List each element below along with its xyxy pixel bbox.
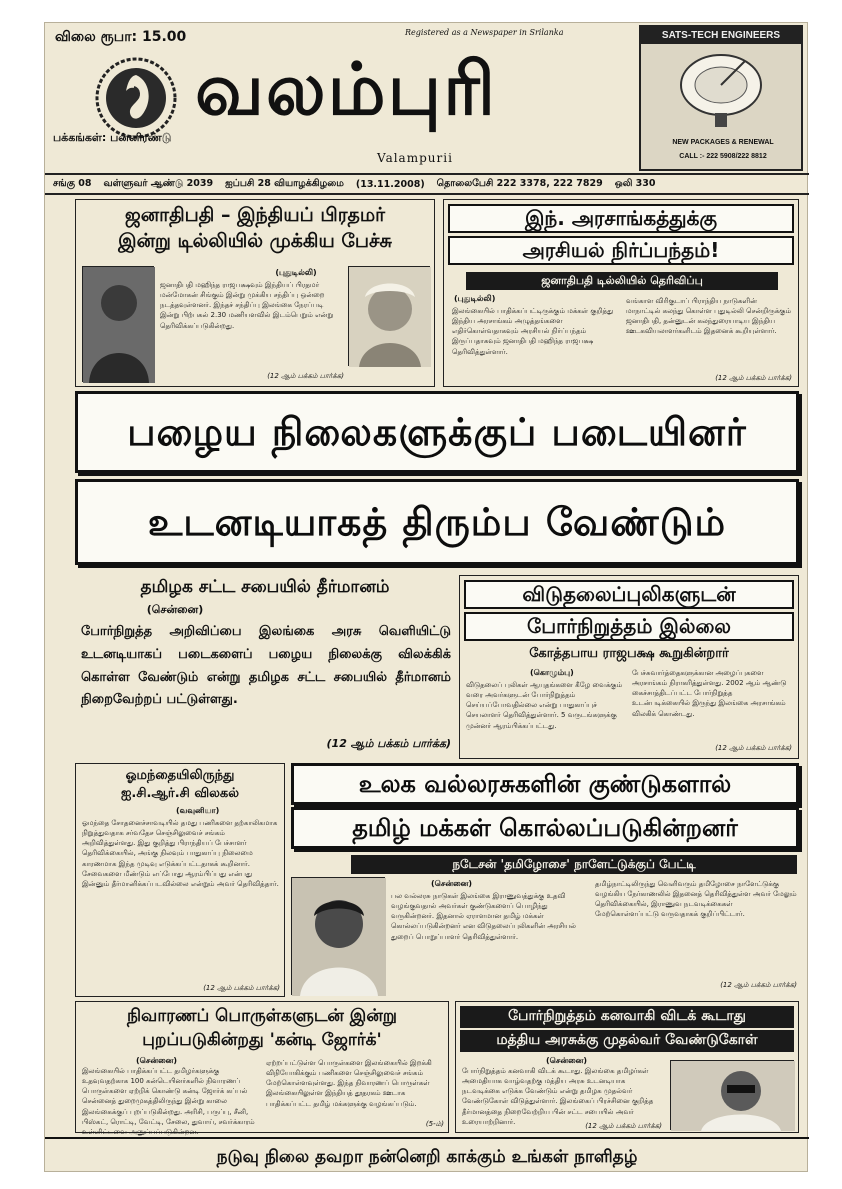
story2-headline-1: இந். அரசாங்கத்துக்கு — [448, 204, 794, 233]
story2-subheadline: ஜனாதிபதி டில்லியில் தெரிவிப்பு — [466, 272, 778, 290]
story1-body: ஜனாதிபதி மஹிந்த ராஜபக்ஷவும் இந்தியப் பிரதமர் மன்மோகன் சிங்கும் இன்று முக்கிய சந்திப்பு ஒன்றை நடத்தவுள்ளனர். இந்தச் சந்திப்பு இலங்கை நேரப்படி இன்று பிற்பகல் 2.30 மணியளவில் இடம்பெறும் என்று தெரிவிக்கப்படுகின்றது. — [160, 281, 334, 330]
story2-slug: (புதுடில்லி) — [454, 294, 496, 303]
story4-subheadline: கோத்தபாய ராஜபக்ஷ கூறுகின்றார் — [529, 646, 729, 661]
story1-slug: (புதுடில்லி) — [275, 268, 317, 277]
story4-continued: (12 ஆம் பக்கம் பார்க்க) — [715, 744, 792, 752]
story7-slug: (சென்னை) — [136, 1056, 178, 1065]
footer-slogan: நடுவு நிலை தவறா நன்னெறி காக்கும் உங்கள் நாளிதழ் — [45, 1137, 809, 1173]
masthead-english: Valampurii — [377, 151, 453, 165]
satellite-dish-icon — [671, 51, 771, 129]
story2-body-right: வங்காள விரிகுடாப் பிராந்திய நாடுகளின் மாநாட்டில் கலந்து கொள்ள புதுடில்லி சென்றிருக்கும் ஜனாதிபதி, தன்னுடன் கலந்துரையாடிய இந்திய ஊடகவியலாளர்களிடம் இதனைக் கூறியுள்ளார். — [626, 297, 792, 336]
portrait-icon — [292, 878, 386, 996]
story-no-ceasefire — [459, 575, 799, 759]
story-relief-ship — [75, 1001, 449, 1136]
banner-headline-1: பழைய நிலைகளுக்குப் படையினர் — [75, 391, 799, 473]
story5-body: ஓமந்தை சோதனைச்சாவடியில் தமது பணிகளை தற்காலிகமாக நிறுத்துவதாக சர்வதேச செஞ்சிலுவைச் சங்கம் அறிவித்துள்ளது. இது குறித்து பிராந்தியப் பேச்சாளர் தெரிவிக்கையில், அங்கு நிலவும் பாதுகாப்பு நிலைமை காரணமாக இந்த முடிவு எடுக்கப்பட்டதாகக் கூறினார். சேவைகளை மீண்டும் எப்போது ஆரம்பிப்பது என்பது இன்னும் தீர்மானிக்கப்படவில்லை என்றும் அவர் தெரிவித்தார். — [82, 819, 279, 888]
nadesan-photo — [291, 877, 385, 995]
volume-number: சங்கு 08 — [53, 178, 92, 189]
story2-continued: (12 ஆம் பக்கம் பார்க்க) — [715, 374, 792, 382]
story5-headline-1: ஓமந்தையிலிருந்து — [125, 768, 235, 783]
story8-continued: (12 ஆம் பக்கம் பார்க்க) — [585, 1122, 662, 1130]
story2-headline-2: அரசியல் நிர்ப்பந்தம்! — [448, 236, 794, 265]
story6-continued: (12 ஆம் பக்கம் பார்க்க) — [720, 981, 797, 989]
story4-body-right: பேச்சுவார்த்தைகளுக்கான அழைப்புகளை அரசாங்கம் நிராகரித்துள்ளது. 2002 ஆம் ஆண்டு கைச்சாத்திடப்பட்ட போர்நிறுத்த உடன்படிக்கையில் இருந்து இலங்கை அரசாங்கம் விலகிக் கொண்டது. — [632, 669, 787, 718]
masthead-title: வலம்புரி — [195, 46, 498, 131]
story6-subheadline: நடேசன் 'தமிழோசை' நாளேட்டுக்குப் பேட்டி — [351, 855, 797, 874]
story8-body: போர்நிறுத்தம் கனவாகி விடக் கூடாது. இலங்கை தமிழர்கள் அமைதியாக வாழ்வதற்கு மத்திய அரசு உடனடியாக நடவடிக்கை எடுக்க வேண்டும் என்று தமிழக முதல்வர் வேண்டுகோள் விடுத்துள்ளார். இலங்கைப் பிரச்சினை குறித்த தீர்மானத்தை நிறைவேற்றிய பின் சட்ட சபையில் அவர் உரையாற்றினார். — [462, 1067, 654, 1126]
story3-slug: (சென்னை) — [146, 603, 204, 616]
banner-headline-2: உடனடியாகத் திரும்ப வேண்டும் — [75, 479, 799, 565]
story7-body-left: இலங்கையில் பாதிக்கப்பட்ட தமிழர்களுக்கு உதவுவதற்காக 100 கன்டெயினர்களில் நிவாரணப் பொருள்களை ஏற்றிக் கொண்டு கன்டி ஜோர்க் கப்பல் சென்னைத் துறைமுகத்திலிருந்து இன்று காலை இலங்கைக்குப் புறப்படுகின்றது. அரிசி, பருப்பு, சீனி, பிஸ்கட், ரொட்டி, வேட்டி, சேலை, துவாய், சவர்க்காரம் உள்ளிட்டவை அனுப்பப்படுகின்றன. — [82, 1067, 255, 1136]
story7-headline-1: நிவாரணப் பொருள்களுடன் இன்று — [126, 1006, 398, 1026]
story1-headline-2: இன்று டில்லியில் முக்கிய பேச்சு — [118, 230, 392, 252]
story1-continued: (12 ஆம் பக்கம் பார்க்க) — [267, 372, 344, 380]
story8-headline-1: போர்நிறுத்தம் கனவாகி விடக் கூடாது — [460, 1006, 794, 1028]
portrait-icon — [671, 1061, 795, 1131]
story7-body-right: ஏற்றப்பட்டுள்ள பொருள்களை இலங்கையில் இறக்கி விநியோகிக்கும் பணிகளை செஞ்சிலுவைச் சங்கம் மேற்கொள்ளவுள்ளது. இந்த நிவாரணப் பொருள்கள் இலங்கையிலுள்ள இந்தியத் தூதரகம் ஊடாக பாதிக்கப்பட்ட தமிழ் மக்களுக்கு வழங்கப்படும். — [266, 1059, 432, 1108]
story4-headline-2: போர்நிறுத்தம் இல்லை — [464, 612, 794, 641]
president-photo — [82, 266, 154, 382]
ad-line-packages: NEW PACKAGES & RENEWAL — [672, 139, 774, 146]
story6-headline-2: தமிழ் மக்கள் கொல்லப்படுகின்றனர் — [291, 807, 799, 849]
portrait-icon — [83, 267, 155, 383]
story7-headline-2: புறப்படுகின்றது 'கன்டி ஜோர்க்' — [142, 1030, 382, 1050]
story3-headline: தமிழக சட்ட சபையில் தீர்மானம் — [140, 577, 390, 597]
story3-continued: (12 ஆம் பக்கம் பார்க்க) — [326, 737, 451, 750]
story8-slug: (சென்னை) — [546, 1056, 588, 1065]
chief-minister-photo — [670, 1060, 794, 1130]
story2-body-left: இலங்கையில் பாதிக்கப்பட்டிருக்கும் மக்கள் குறித்து இந்திய அரசாங்கம் அழுத்தங்களை எதிர்கொள்வதாகவும் அரசியல் நிர்ப்பந்தம் இருப்பதாகவும் ஜனாதிபதி மஹிந்த ராஜபக்ஷ தெரிவித்துள்ளார். — [452, 307, 614, 356]
phone-numbers: தொலைபேசி 222 3378, 222 7829 — [436, 178, 603, 189]
dateline-bar — [45, 173, 809, 195]
page-count-label: பக்கங்கள்: பன்னிரண்டு — [53, 131, 172, 144]
story-chief-minister-appeal — [455, 1001, 799, 1133]
story8-headline-2: மத்திய அரசுக்கு முதல்வர் வேண்டுகோள் — [460, 1030, 794, 1052]
story-political-pressure — [443, 199, 799, 387]
story-tamilnadu-assembly-resolution — [75, 575, 455, 759]
story4-headline-1: விடுதலைப்புலிகளுடன் — [464, 580, 794, 609]
tamil-year: வள்ளுவர் ஆண்டு 2039 — [103, 178, 214, 189]
story-tamil-people-killed — [291, 763, 799, 997]
story5-headline-2: ஐ.சி.ஆர்.சி விலகல் — [120, 786, 240, 801]
story6-body-right: தமிழ்நாட்டிலிருந்து வெளிவரும் தமிழோசை நாளேட்டுக்கு வழங்கிய நேர்காணலில் இதனைத் தெரிவித்துள்ள அவர் மேலும் தெரிவிக்கையில், இராணுவ நடவடிக்கைகள் மேற்கொள்ளப்பட்டு வருவதாகக் குறிப்பிட்டார். — [595, 880, 797, 919]
newspaper-front-page — [44, 22, 808, 1172]
story6-body-left: பல வல்லரசு நாடுகள் இலங்கை இராணுவத்துக்கு உதவி வழங்குவதால் அவர்கள் குண்டுகளைப் பொழிந்து வருகின்றனர். இதனால் ஏராளமான தமிழ் மக்கள் கொல்லப்படுகின்றனர் என விடுதலைப்புலிகளின் அரசியல் துறைப் பொறுப்பாளர் தெரிவித்துள்ளார். — [391, 892, 576, 941]
price-label: விலை ரூபா: 15.00 — [55, 29, 187, 45]
story6-headline-1: உலக வல்லரசுகளின் குண்டுகளால் — [291, 763, 799, 805]
story4-body-left: விடுதலைப் புலிகள் ஆயுதங்களை கீழே வைக்கும் வரை அவர்களுடன் போர்நிறுத்தம் செய்யப்போவதில்லை என்று பாதுகாப்புச் செயலாளர் தெரிவித்துள்ளார். 5 வருடங்களுக்கு முன்னர் ஆரம்பிக்கப்பட்டது. — [466, 681, 623, 730]
publication-date: (13.11.2008) — [355, 178, 425, 190]
ad-title: SATS-TECH ENGINEERS — [641, 27, 801, 44]
prime-minister-photo — [348, 266, 430, 366]
story-president-india-talks — [75, 199, 435, 387]
conch-emblem-icon — [95, 57, 177, 139]
portrait-icon — [349, 267, 431, 367]
story7-continued: (5-ம்) — [425, 1120, 444, 1128]
story6-slug: (சென்னை) — [431, 879, 473, 888]
issue-number: ஒலி 330 — [614, 178, 656, 189]
tamil-date-day: ஐப்பசி 28 வியாழக்கிழமை — [225, 178, 344, 189]
registration-note: Registered as a Newspaper in Srilanka — [405, 28, 564, 37]
story4-slug: (கொழும்பு) — [530, 668, 574, 677]
story3-body: போர்நிறுத்த அறிவிப்பை இலங்கை அரசு வெளியிட்டு உடனடியாகப் படைகளைப் பழைய நிலைக்கு விலக்கிக் கொள்ள வேண்டும் என்று தமிழக சட்ட சபையில் தீர்மானம் நிறைவேற்றப் பட்டுள்ளது. — [81, 624, 451, 708]
story5-slug: (வவுனியா) — [176, 806, 220, 815]
story5-continued: (12 ஆம் பக்கம் பார்க்க) — [203, 984, 280, 992]
ad-line-phone: CALL :- 222 5908/222 8812 — [679, 153, 767, 160]
story1-headline-1: ஜனாதிபதி – இந்தியப் பிரதமர் — [124, 204, 386, 226]
story-icrc-withdrawal — [75, 763, 285, 997]
advertisement-box — [639, 25, 803, 171]
